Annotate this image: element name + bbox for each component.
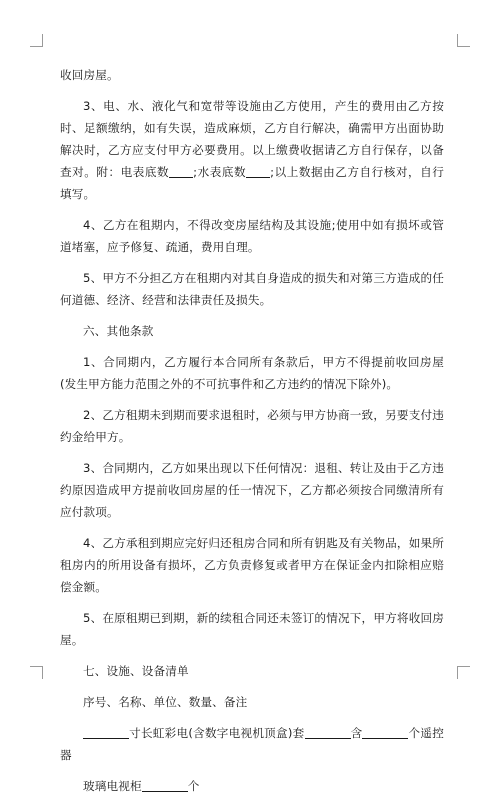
equipment-item-tv bbox=[60, 722, 444, 766]
paragraph-liability: 5、甲方不分担乙方在租期内对其自身造成的损失和对第三方造成的任何道德、经济、经营和法律责任及损失。 bbox=[60, 271, 444, 307]
paragraph-term-4: 4、乙方承租到期应完好归还租房合同和所有钥匙及有关物品，如果所租房内的所用设备有损坏，乙方负责修复或者甲方在保证金内扣除相应赔偿金额。 bbox=[60, 536, 444, 594]
crop-mark-bottom-left bbox=[30, 666, 43, 679]
document-body bbox=[60, 64, 444, 797]
paragraph-structure: 4、乙方在租期内，不得改变房屋结构及其设施;使用中如有损坏或管道堵塞，应予修复、疏通，费用自理。 bbox=[60, 218, 444, 254]
tv-cabinet-quantity-blank bbox=[142, 778, 188, 792]
section-heading-equipment: 七、设施、设备清单 bbox=[83, 664, 189, 678]
remote-text: 个遥控器 bbox=[60, 726, 444, 762]
tv-item-text: 寸长虹彩电(含数字电视机顶盒)套 bbox=[129, 726, 305, 740]
equipment-item-tv-cabinet bbox=[60, 775, 444, 797]
meter-note-text: ;以上数据由乙方自行核对，自行填写。 bbox=[60, 165, 444, 201]
electric-meter-blank bbox=[169, 164, 193, 178]
water-meter-blank bbox=[246, 164, 270, 178]
tv-includes-text: 含 bbox=[350, 726, 363, 740]
tv-size-blank bbox=[83, 725, 129, 739]
crop-mark-top-right bbox=[457, 34, 470, 47]
paragraph-utilities bbox=[60, 95, 444, 205]
remote-count-blank bbox=[362, 725, 408, 739]
equipment-columns: 序号、名称、单位、数量、备注 bbox=[83, 695, 248, 709]
water-meter-text: ;水表底数 bbox=[193, 165, 247, 179]
paragraph-term-2: 2、乙方租期未到期而要求退租时，必须与甲方协商一致，另要支付违约金给甲方。 bbox=[60, 408, 444, 444]
utilities-text: 3、电、水、液化气和宽带等设施由乙方使用，产生的费用由乙方按时、足额缴纳，如有失误，造成麻烦，乙方自行解决，确需甲方出面协助解决时，乙方应支付甲方必要费用。以上缴费收据请乙方自行保存，以备查对。附：电表底数 bbox=[60, 99, 444, 179]
paragraph-term-3: 3、合同期内，乙方如果出现以下任何情况：退租、转让及由于乙方违约原因造成甲方提前收回房屋的任一情况下，乙方都必须按合同缴清所有应付款项。 bbox=[60, 461, 444, 519]
crop-mark-top-left bbox=[30, 34, 43, 47]
paragraph-continuation: 收回房屋。 bbox=[60, 68, 119, 82]
section-heading-other-terms: 六、其他条款 bbox=[83, 324, 154, 338]
tv-cabinet-text: 玻璃电视柜 bbox=[83, 779, 142, 793]
tv-cabinet-unit: 个 bbox=[187, 779, 200, 793]
paragraph-term-5: 5、在原租期已到期，新的续租合同还未签订的情况下，甲方将收回房屋。 bbox=[60, 611, 444, 647]
tv-quantity-blank bbox=[305, 725, 351, 739]
crop-mark-bottom-right bbox=[457, 666, 470, 679]
paragraph-term-1: 1、合同期内，乙方履行本合同所有条款后，甲方不得提前收回房屋(发生甲方能力范围之外的不可抗事件和乙方违约的情况下除外)。 bbox=[60, 355, 444, 391]
